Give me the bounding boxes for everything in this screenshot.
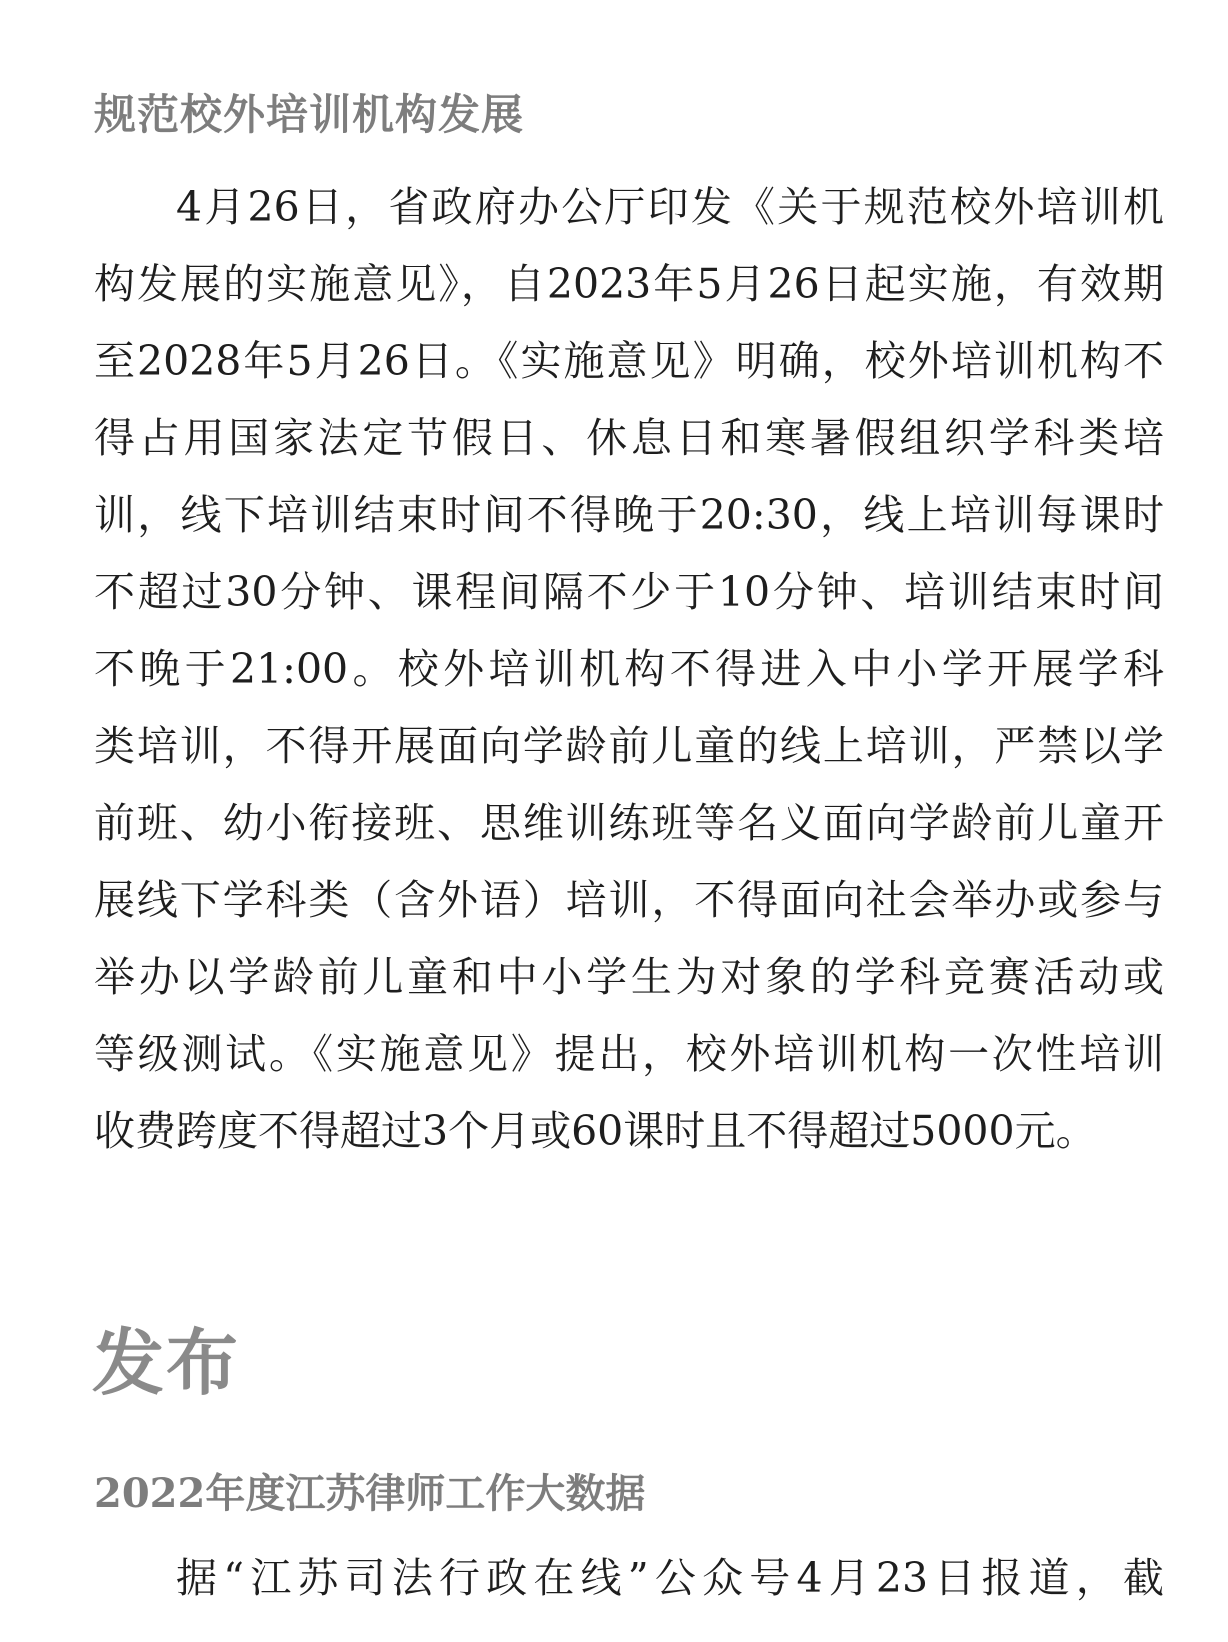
paragraph-line: 收费跨度不得超过3个月或60课时且不得超过5000元。	[94, 1107, 1097, 1155]
paragraph-line: 训，线下培训结束时间不得晚于20:30，线上培训每课时	[94, 491, 1164, 539]
paragraph-line: 不晚于21:00。校外培训机构不得进入中小学开展学科	[94, 645, 1164, 693]
paragraph-line: 据“江苏司法行政在线”公众号4月23日报道，截	[176, 1554, 1164, 1602]
paragraph-line: 至2028年5月26日。《实施意见》明确，校外培训机构不	[94, 337, 1164, 385]
paragraph-line: 展线下学科类（含外语）培训，不得面向社会举办或参与	[94, 876, 1164, 924]
paragraph-line: 举办以学龄前儿童和中小学生为对象的学科竞赛活动或	[94, 953, 1164, 1001]
paragraph-line: 得占用国家法定节假日、休息日和寒暑假组织学科类培	[94, 414, 1164, 462]
paragraph-line: 不超过30分钟、课程间隔不少于10分钟、培训结束时间	[94, 568, 1164, 616]
paragraph-line: 构发展的实施意见》，自2023年5月26日起实施，有效期	[94, 260, 1164, 308]
paragraph-line: 前班、幼小衔接班、思维训练班等名义面向学龄前儿童开	[94, 799, 1164, 847]
article-heading: 2022年度江苏律师工作大数据	[94, 1470, 646, 1517]
paragraph-line: 等级测试。《实施意见》提出，校外培训机构一次性培训	[94, 1030, 1164, 1078]
paragraph-line: 类培训，不得开展面向学龄前儿童的线上培训，严禁以学	[94, 722, 1164, 770]
article-heading: 规范校外培训机构发展	[94, 90, 525, 139]
section-title: 发布	[92, 1321, 241, 1405]
paragraph-line: 4月26日，省政府办公厅印发《关于规范校外培训机	[176, 183, 1164, 231]
